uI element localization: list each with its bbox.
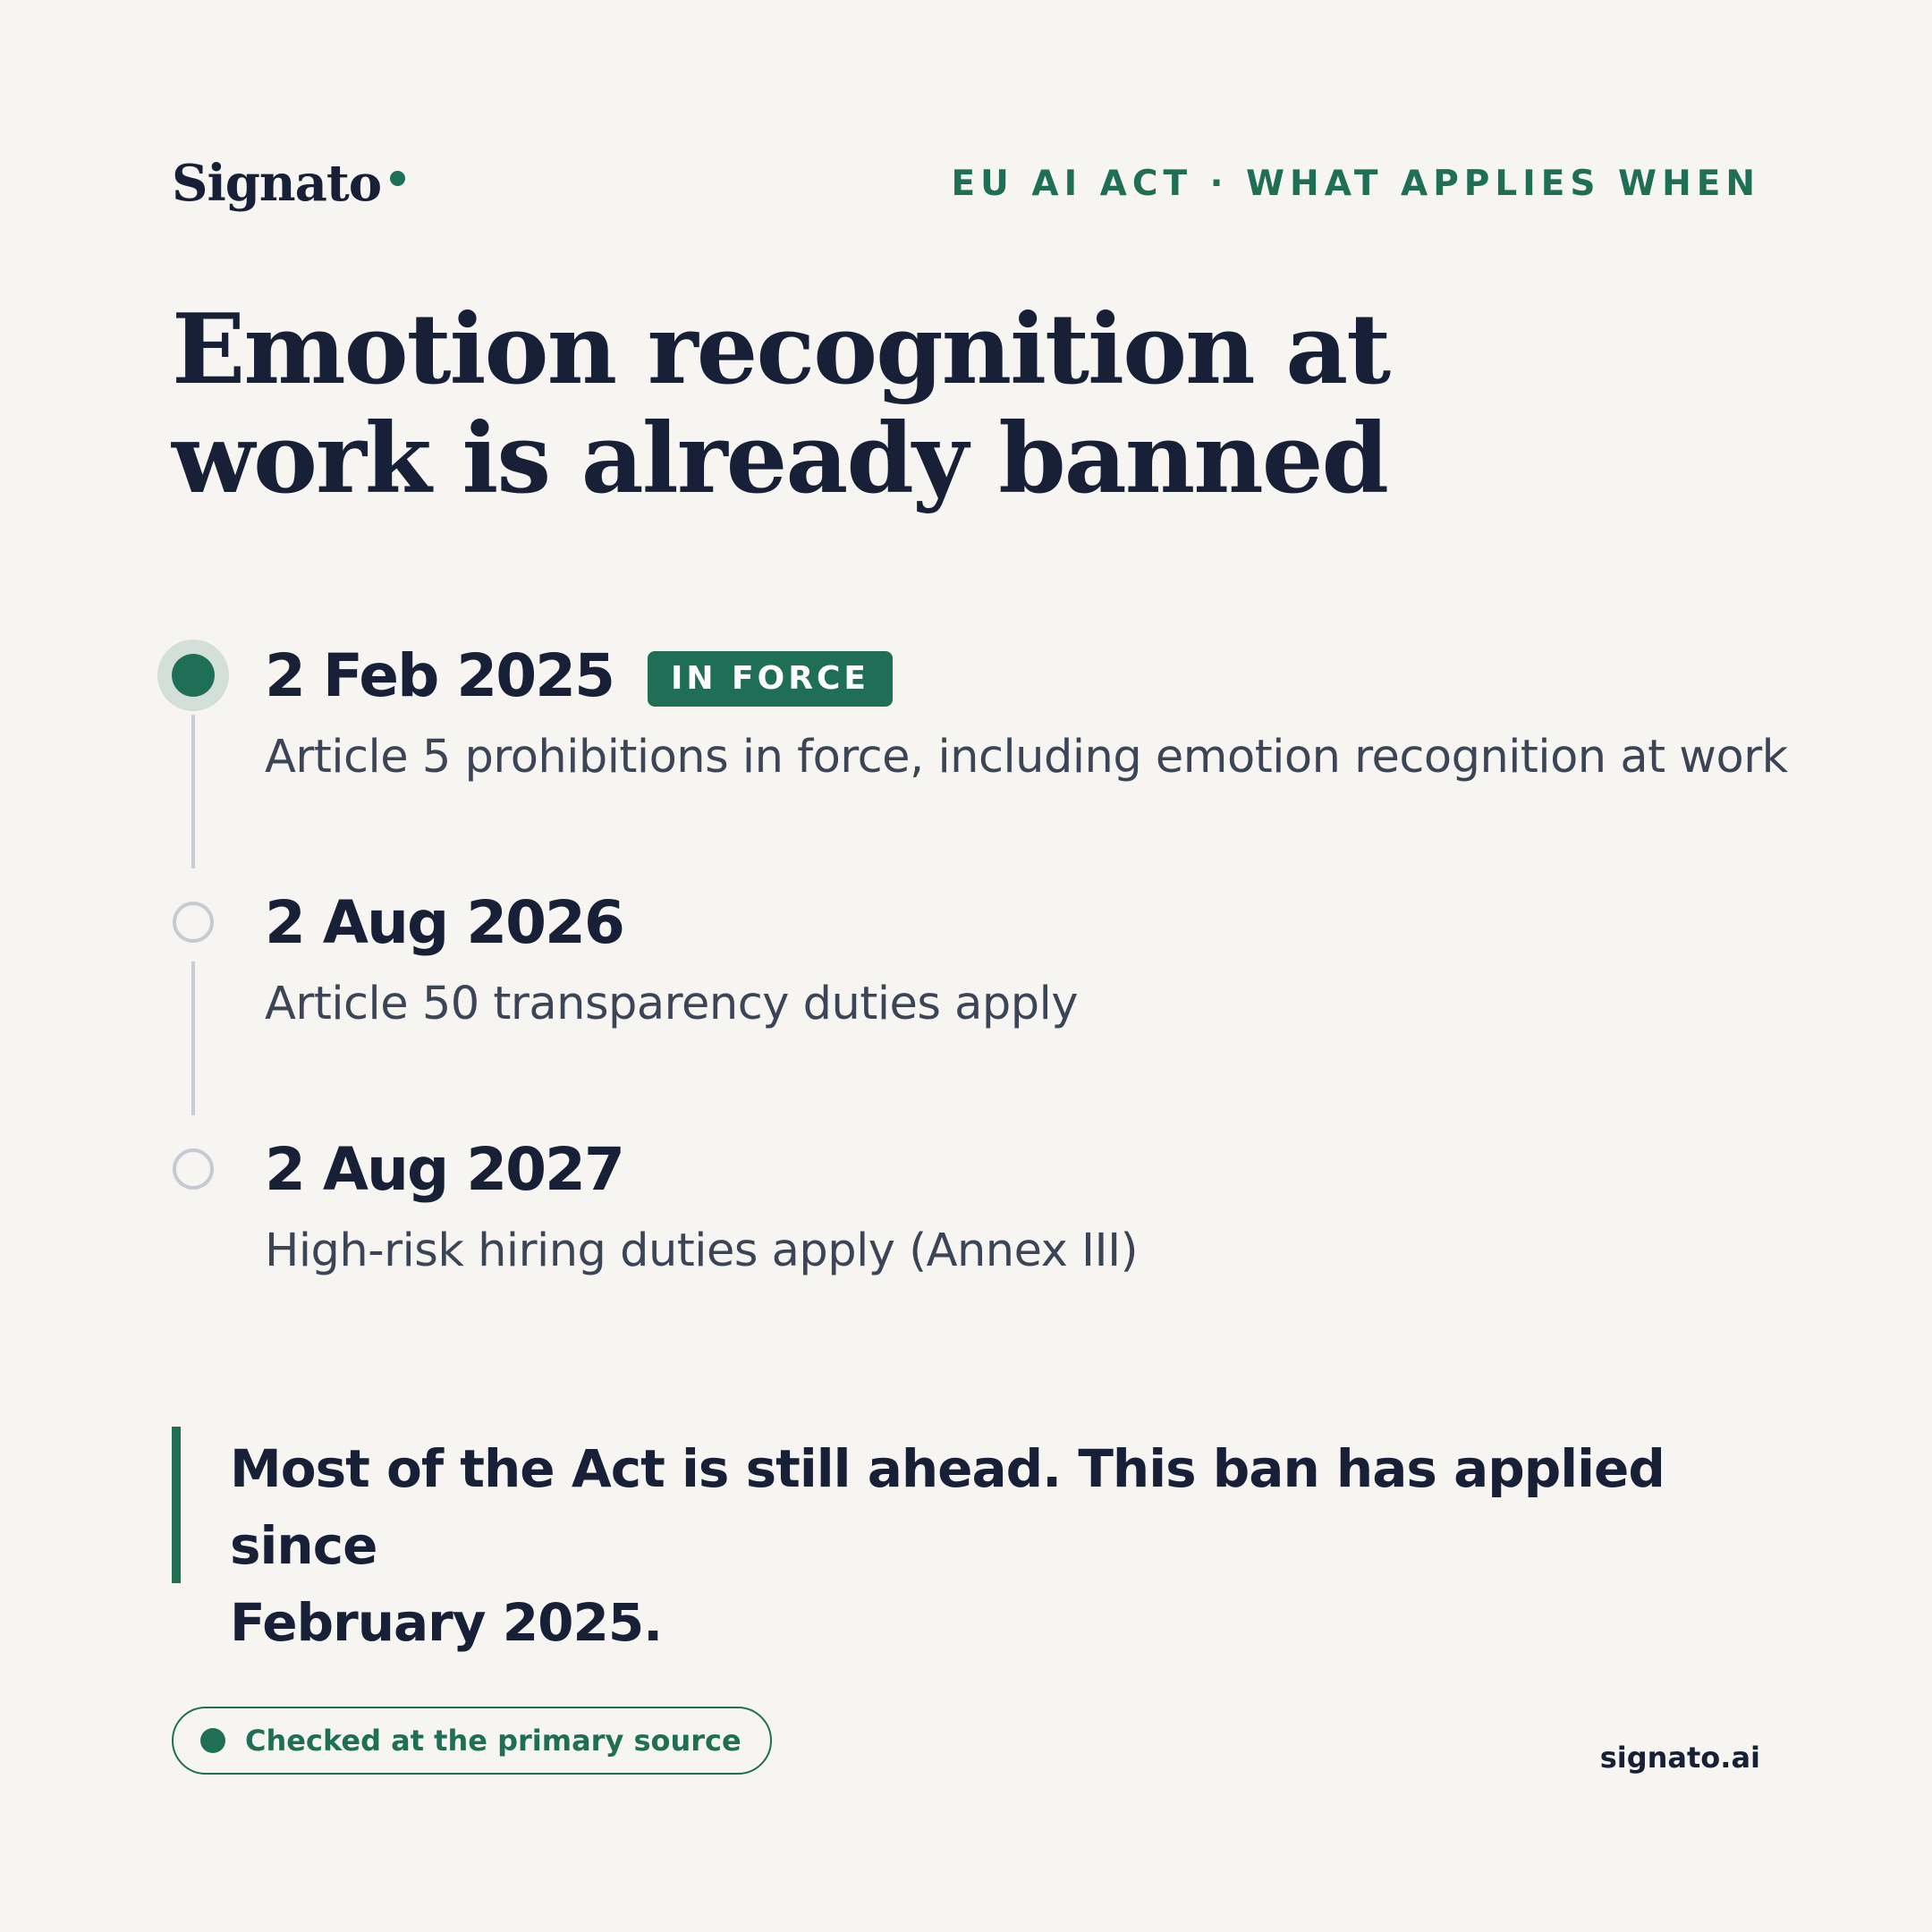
timeline-connector <box>191 962 195 1115</box>
timeline-date-text: 2 Feb 2025 <box>265 641 614 710</box>
logo-dot-icon <box>390 171 405 186</box>
callout-quote <box>172 1427 1782 1653</box>
brand-name: Signato <box>172 154 382 213</box>
upcoming-milestone-icon <box>157 1133 229 1205</box>
timeline-date <box>265 641 893 710</box>
timeline-date: 2 Aug 2026 <box>265 888 623 957</box>
callout-line-1: Most of the Act is still ahead. This ban has applied since <box>230 1438 1665 1576</box>
title-line-1: Emotion recognition at <box>172 293 1390 406</box>
callout-line-2: February 2025. <box>230 1592 663 1653</box>
timeline-date: 2 Aug 2027 <box>265 1135 623 1204</box>
timeline-description: Article 5 prohibitions in force, including emotion recognition at work <box>265 731 1788 784</box>
timeline-item-3 <box>157 1133 1767 1312</box>
verified-dot-icon <box>200 1728 225 1753</box>
verified-label: Checked at the primary source <box>245 1724 741 1758</box>
verified-badge <box>172 1707 772 1775</box>
footer-url: signato.ai <box>1599 1741 1760 1775</box>
timeline <box>157 640 1788 1312</box>
active-milestone-icon <box>157 640 229 711</box>
page-title <box>172 295 1692 513</box>
status-badge: IN FORCE <box>648 651 893 707</box>
timeline-item-1 <box>157 640 1788 886</box>
timeline-description: Article 50 transparency duties apply <box>265 978 1079 1030</box>
title-line-2: work is already banned <box>172 402 1387 515</box>
timeline-description: High-risk hiring duties apply (Annex III) <box>265 1224 1139 1277</box>
brand-logo <box>172 152 405 215</box>
upcoming-milestone-icon <box>157 886 229 958</box>
timeline-connector <box>191 715 195 869</box>
timeline-item-2 <box>157 886 1767 1133</box>
eyebrow-label: EU AI ACT · WHAT APPLIES WHEN <box>951 164 1760 204</box>
